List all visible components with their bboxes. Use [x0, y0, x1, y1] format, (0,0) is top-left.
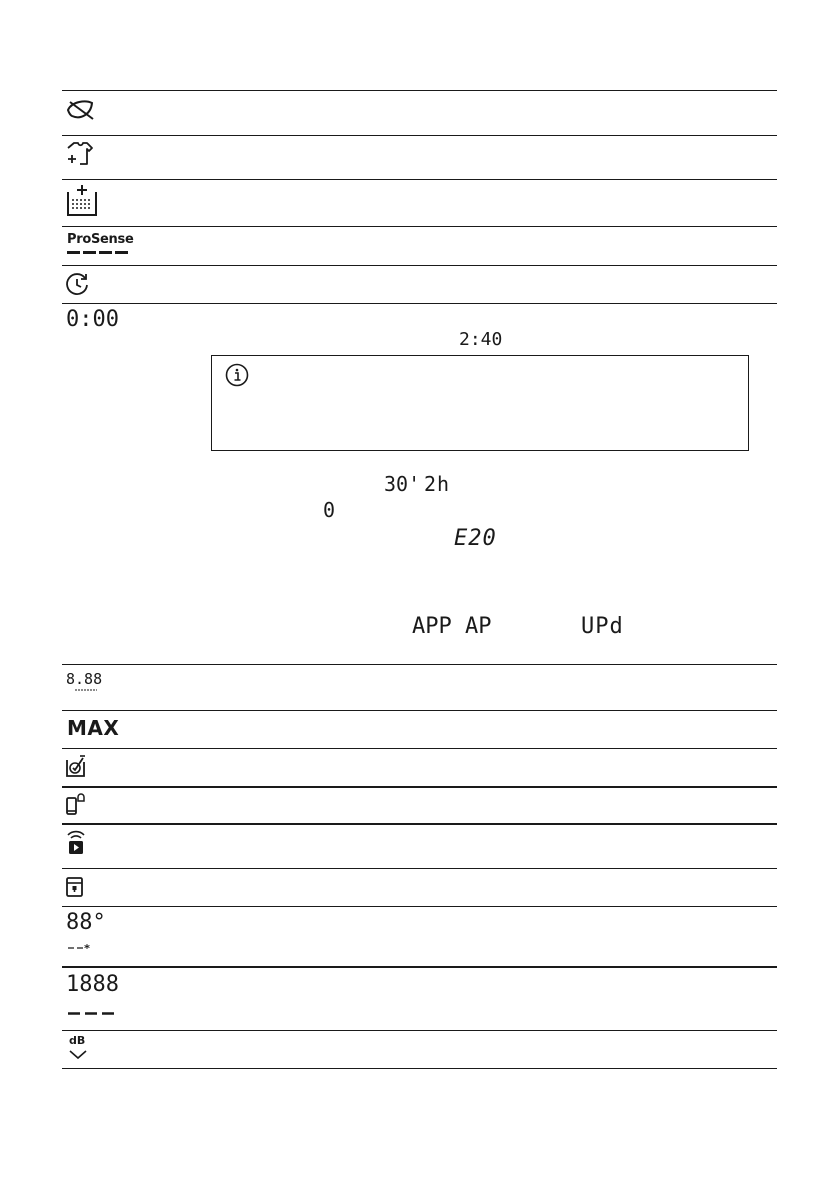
door-lock-icon	[64, 875, 86, 899]
row-divider	[62, 1030, 777, 1031]
down-chevron-icon	[68, 1048, 88, 1060]
add-detergent-icon	[64, 184, 100, 218]
delay-min-display: 30'	[384, 472, 421, 496]
update-display: UPd	[581, 614, 624, 639]
app-ap-display: APP AP	[412, 614, 492, 639]
quiet-db-icon: dB	[69, 1034, 86, 1047]
cold-wash-icon	[68, 942, 94, 952]
row-divider	[62, 966, 777, 968]
delay-max-display: 2h	[424, 472, 451, 496]
row-divider	[62, 710, 777, 711]
row-divider	[62, 823, 777, 825]
eco-leaf-icon	[64, 98, 96, 122]
delay-start-clock-icon	[64, 272, 90, 298]
error-code-display: E20	[454, 526, 497, 551]
table-bottom-rule	[62, 1068, 777, 1069]
row-divider	[62, 303, 777, 304]
prosense-icon: ProSense	[67, 232, 134, 247]
prosense-bar-icon	[67, 251, 129, 254]
zero-display: 0	[323, 498, 337, 522]
extra-rinse-shirt-icon	[64, 140, 96, 168]
remote-start-icon	[64, 792, 86, 818]
row-divider	[62, 906, 777, 907]
info-icon	[225, 363, 249, 387]
row-divider	[62, 786, 777, 788]
row-divider	[62, 868, 777, 869]
temperature-display-icon: 88°	[66, 910, 106, 935]
row-divider	[62, 748, 777, 749]
row-divider	[62, 664, 777, 665]
row-divider	[62, 135, 777, 136]
row-divider	[62, 265, 777, 266]
note-box	[211, 355, 749, 451]
spin-speed-display-icon: 1888	[66, 972, 119, 997]
time-example-display: 2:40	[459, 329, 503, 350]
load-weight-scale-icon	[74, 688, 98, 693]
load-weight-display-icon: 8.88	[66, 670, 103, 688]
auto-dose-icon	[64, 753, 88, 779]
wifi-play-icon	[64, 829, 88, 855]
max-icon: MAX	[67, 716, 120, 740]
row-divider	[62, 226, 777, 227]
table-top-rule	[62, 90, 777, 91]
time-display-icon: 0:00	[66, 307, 119, 332]
row-divider	[62, 179, 777, 180]
no-spin-icon	[68, 1011, 118, 1016]
